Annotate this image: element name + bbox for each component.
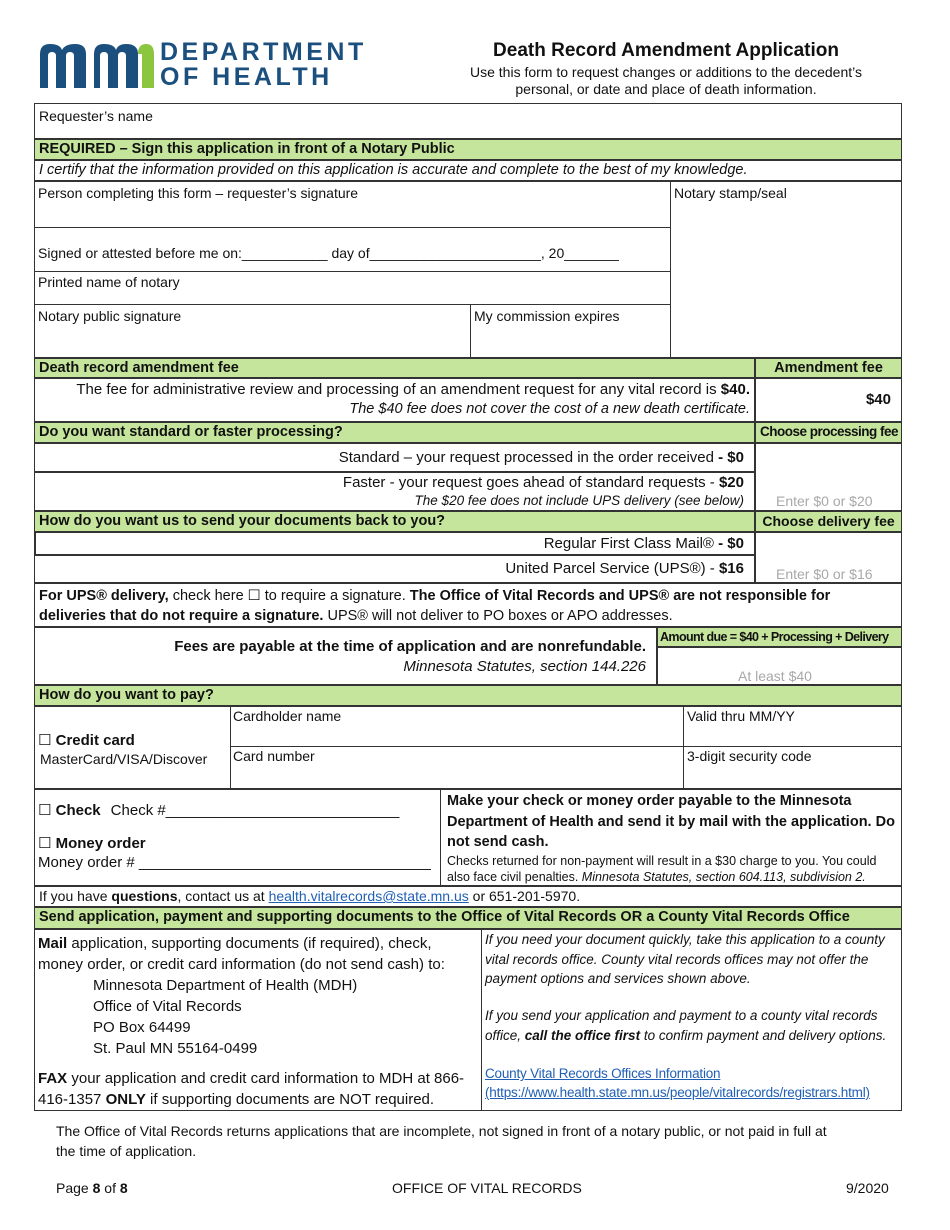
county-note-2-bold: call the office first	[524, 1027, 641, 1043]
certify-row	[34, 160, 902, 181]
cardholder-name-field[interactable]: Cardholder name	[233, 708, 342, 724]
fees-statute: Minnesota Statutes, section 144.226	[403, 658, 646, 675]
county-note-2-pre: If you send your application and payment to a county vital records office,	[485, 1008, 878, 1043]
fax-instructions	[38, 1068, 478, 1110]
mail-bold: Mail	[38, 935, 68, 952]
fee-line-1	[76, 381, 750, 398]
contact-mid: , contact us at	[177, 888, 269, 904]
fax-bold: FAX	[38, 1070, 68, 1087]
amendment-fee-amount: $40	[865, 391, 891, 408]
page-mid: of	[100, 1180, 120, 1196]
money-order-checkbox[interactable]: ☐ Money order	[38, 835, 146, 852]
contact-row	[34, 886, 902, 907]
requester-signature-field[interactable]	[34, 181, 671, 227]
ups-fee: $16	[718, 560, 744, 577]
mailing-address	[93, 975, 357, 1059]
faster-fee: $20	[718, 474, 744, 491]
logo-line-1: DEPARTMENT	[160, 38, 367, 66]
logo-line-2: OF HEALTH	[160, 63, 333, 91]
standard-text: Standard – your request processed in the order received	[338, 449, 719, 466]
county-office-note-1: If you need your document quickly, take this application to a county vital records office. County vital records offices may not offer the payment options and services shown above.	[485, 932, 885, 986]
requester-signature-label: Person completing this form – requester’s signature	[38, 185, 359, 201]
delivery-fee-input[interactable]	[755, 532, 902, 583]
printed-notary-name-label[interactable]: Printed name of notary	[38, 274, 180, 290]
subtitle-line-1: Use this form to request changes or additions to the decedent’s	[470, 64, 862, 80]
ups-option-line	[505, 560, 744, 577]
contact-email-link[interactable]: health.vitalrecords@state.mn.us	[268, 888, 469, 904]
standard-option-line	[339, 449, 744, 466]
fee-line-1-text: The fee for administrative review and processing of an amendment request for any vital record is	[76, 381, 721, 398]
county-office-note-2	[485, 1006, 899, 1045]
application-form	[34, 103, 902, 1111]
faster-text: Faster - your request goes ahead of standard requests -	[342, 474, 719, 491]
page-num: 8	[92, 1180, 101, 1196]
ups-signature-text	[39, 586, 899, 626]
payment-heading: How do you want to pay?	[34, 685, 902, 706]
mail-text: Regular First Class Mail®	[543, 535, 719, 552]
contact-pre: If you have	[39, 888, 112, 904]
mn-logo-icon	[38, 40, 156, 90]
page-title: Death Record Amendment Application	[493, 40, 839, 61]
faster-note: The $20 fee does not include UPS delivery (see below)	[414, 493, 744, 508]
processing-fee-placeholder: Enter $0 or $20	[776, 493, 873, 509]
certify-text: I certify that the information provided on this application is accurate and complete to the best of my knowledge.	[39, 162, 748, 178]
notary-signature-label[interactable]: Notary public signature	[38, 308, 182, 324]
ups-bold-3: deliveries that do not require a signature.	[39, 608, 324, 624]
fees-payable-text: Fees are payable at the time of application and are nonrefundable.	[174, 638, 646, 655]
county-offices-link[interactable]	[485, 1064, 899, 1102]
delivery-fee-placeholder: Enter $0 or $16	[776, 566, 873, 582]
commission-expires-label[interactable]: My commission expires	[474, 308, 620, 324]
fax-bold-2: ONLY	[105, 1091, 146, 1108]
delivery-col-heading: Choose delivery fee	[755, 511, 902, 532]
payment-instructions: Make your check or money order payable to the Minnesota Department of Health and send it by mail with the application. Do not send cash.	[447, 793, 895, 850]
mail-fee: - $0	[718, 535, 744, 552]
fee-line-1-amount: $40.	[720, 381, 750, 398]
page-total: 8	[119, 1180, 128, 1196]
fee-col-heading: Amendment fee	[755, 358, 902, 378]
contact-phone: or 651-201-5970.	[468, 888, 581, 904]
county-note-2-post: to confirm payment and delivery options.	[640, 1027, 887, 1043]
fee-heading: Death record amendment fee	[34, 358, 755, 378]
standard-fee: - $0	[718, 449, 744, 466]
address-line-4: St. Paul MN 55164-0499	[93, 1040, 258, 1057]
address-line-2: Office of Vital Records	[93, 998, 242, 1015]
signed-attested-line[interactable]: Signed or attested before me on:___________ day of______________________, 20_______	[38, 245, 619, 261]
mdh-logo	[38, 38, 367, 92]
processing-heading: Do you want standard or faster processing?	[34, 422, 755, 443]
amount-due-heading: Amount due = $40 + Processing + Delivery	[657, 627, 902, 647]
fee-line-2: The $40 fee does not cover the cost of a new death certificate.	[349, 401, 750, 417]
ups-signature-note	[34, 583, 902, 627]
returned-checks-note	[447, 853, 899, 885]
mail-option-line	[544, 535, 744, 552]
logo-text	[160, 40, 367, 90]
county-link-line-2[interactable]: (https://www.health.state.mn.us/people/vitalrecords/registrars.html)	[485, 1085, 870, 1100]
amount-due-placeholder: At least $40	[738, 668, 812, 684]
ups-signature-checkbox-text[interactable]: check here ☐ to require a signature.	[168, 588, 410, 604]
contact-bold: questions	[111, 888, 178, 904]
ups-bold-1: For UPS® delivery,	[39, 588, 169, 604]
page-pre: Page	[56, 1180, 93, 1196]
faster-option-line	[343, 474, 744, 491]
ups-text: United Parcel Service (UPS®) -	[505, 560, 719, 577]
delivery-heading: How do you want us to send your documents back to you?	[34, 511, 755, 532]
money-order-number-field[interactable]: Money order # ___________________________________	[38, 854, 431, 871]
county-link-line-1[interactable]: County Vital Records Offices Information	[485, 1066, 721, 1081]
amount-due-input[interactable]	[657, 647, 902, 685]
fees-payable-note	[34, 627, 657, 685]
address-line-3: PO Box 64499	[93, 1019, 191, 1036]
page-number	[56, 1180, 128, 1196]
processing-col-heading: Choose processing fee	[755, 422, 902, 443]
credit-card-types: MasterCard/VISA/Discover	[40, 751, 208, 767]
fax-text-2: if supporting documents are NOT required.	[145, 1091, 435, 1108]
incomplete-applications-note: The Office of Vital Records returns applications that are incomplete, not signed in front of a notary public, or not paid in full at the time of application.	[56, 1123, 827, 1159]
page-subtitle	[440, 64, 892, 98]
faster-option[interactable]	[34, 472, 755, 511]
subtitle-line-2: personal, or date and place of death information.	[515, 81, 817, 97]
address-line-1: Minnesota Department of Health (MDH)	[93, 977, 358, 994]
contact-text	[39, 888, 580, 904]
mail-instructions	[38, 933, 478, 975]
mail-option[interactable]	[34, 532, 755, 556]
returned-checks-text: Checks returned for non-payment will result in a $30 charge to you. You could also face civil penalties.	[447, 854, 877, 884]
ups-option[interactable]	[34, 556, 755, 583]
check-checkbox[interactable]: ☐ Check	[38, 802, 101, 819]
fee-description	[34, 378, 755, 422]
security-code-field[interactable]: 3-digit security code	[687, 748, 812, 764]
notary-heading: REQUIRED – Sign this application in front of a Notary Public	[34, 139, 902, 160]
credit-card-checkbox[interactable]: ☐ Credit card	[38, 732, 135, 749]
ups-bold-2: The Office of Vital Records and UPS® are not responsible for	[409, 588, 831, 604]
footer-date: 9/2020	[846, 1180, 889, 1196]
amendment-fee-value	[755, 378, 902, 422]
standard-option[interactable]	[34, 443, 755, 472]
check-row	[38, 801, 399, 819]
processing-fee-input[interactable]	[755, 443, 902, 511]
footer-office: OFFICE OF VITAL RECORDS	[392, 1180, 582, 1196]
mail-instructions-text: application, supporting documents (if required), check, money order, or credit card information (do not send cash) to:	[38, 935, 445, 973]
send-heading: Send application, payment and supporting documents to the Office of Vital Records OR a County Vital Records Office	[34, 907, 902, 929]
card-number-field[interactable]: Card number	[233, 748, 315, 764]
check-number-field[interactable]: Check #____________________________	[110, 802, 400, 819]
requester-name-field[interactable]	[34, 103, 902, 139]
fax-text-1: your application and credit card information to MDH at 866-416-1357	[38, 1070, 465, 1108]
ups-text-2: UPS® will not deliver to PO boxes or APO addresses.	[323, 608, 673, 624]
notary-stamp-label: Notary stamp/seal	[674, 185, 787, 201]
valid-thru-field[interactable]: Valid thru MM/YY	[687, 708, 795, 724]
returned-checks-statute: Minnesota Statutes, section 604.113, subdivision 2.	[581, 870, 866, 884]
requester-name-label: Requester’s name	[39, 108, 153, 124]
